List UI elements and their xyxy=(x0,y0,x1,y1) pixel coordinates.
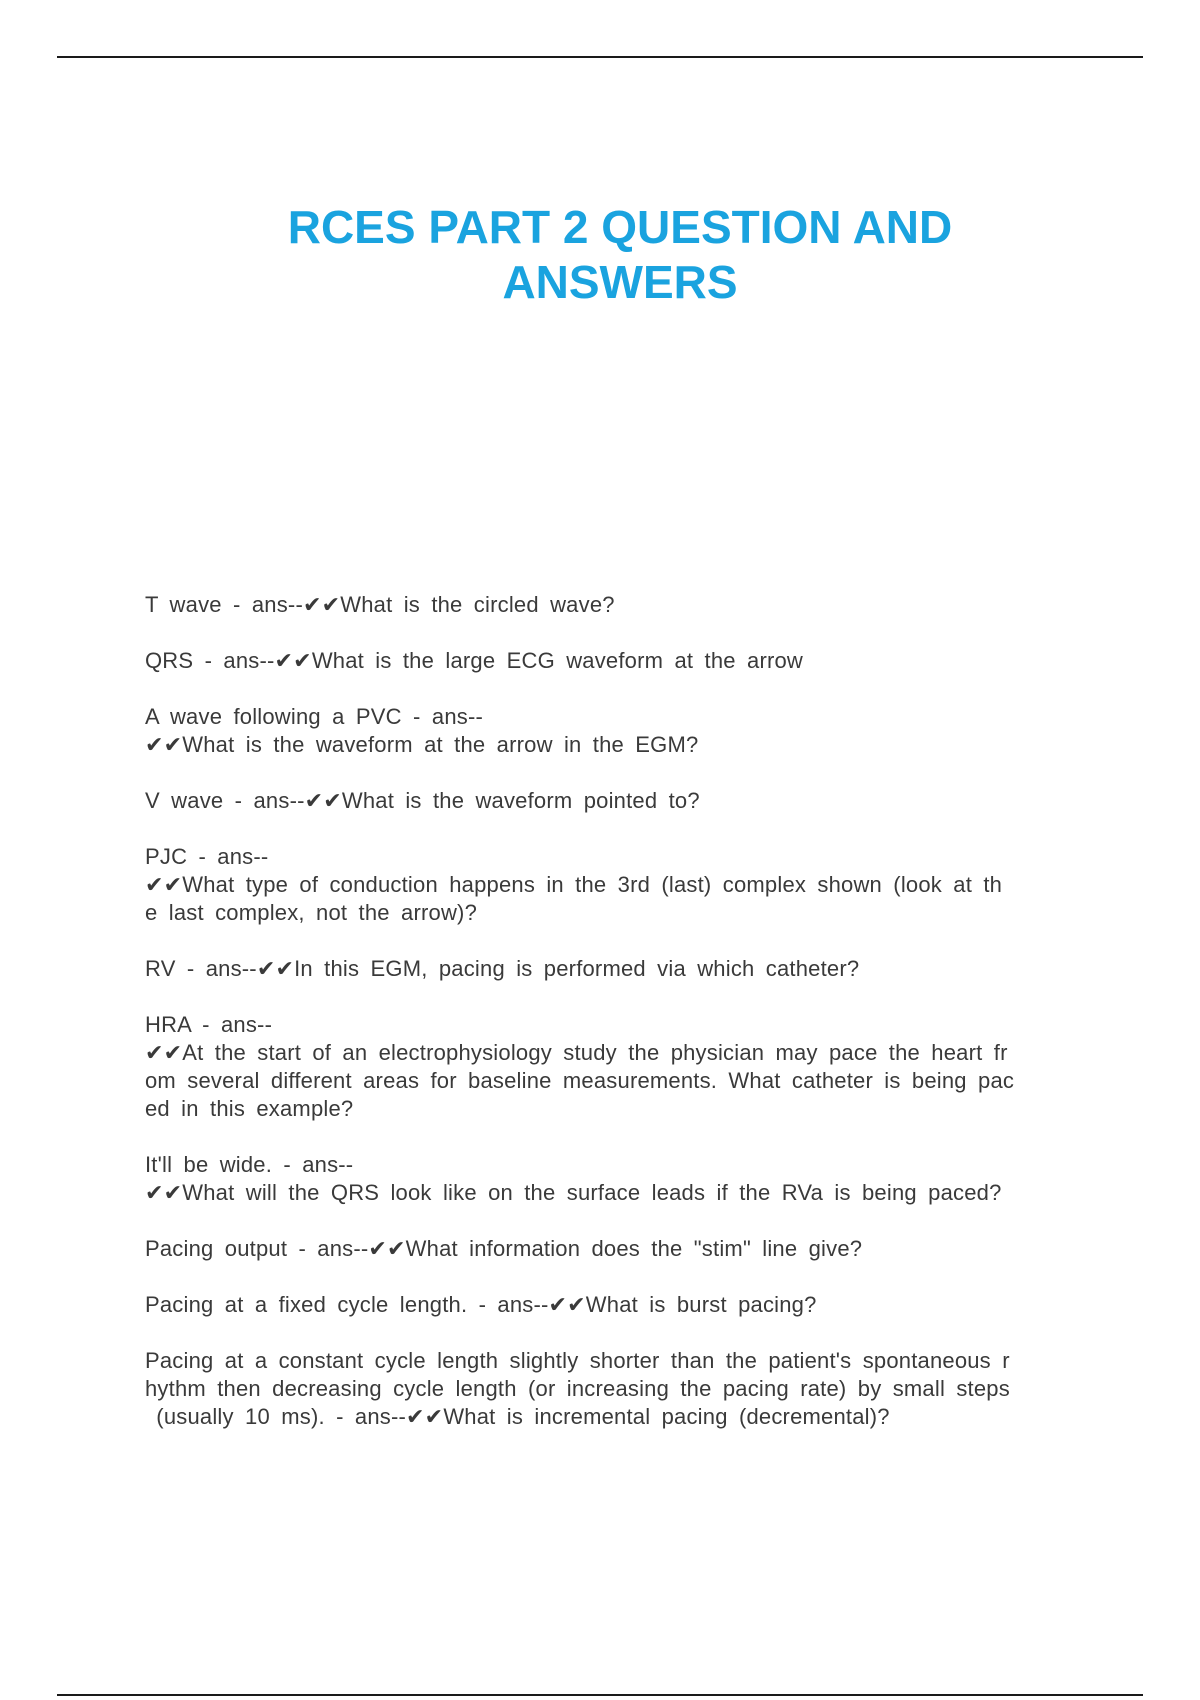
qa-item xyxy=(145,955,1090,983)
qa-item xyxy=(145,1235,1090,1263)
qa-text-line: HRA - ans-- xyxy=(145,1012,273,1037)
qa-text-line: RV - ans--✔✔In this EGM, pacing is performed via which catheter? xyxy=(145,956,860,981)
qa-text-line: ✔✔What type of conduction happens in the 3rd (last) complex shown (look at th xyxy=(145,872,1003,897)
qa-text-line: om several different areas for baseline measurements. What catheter is being pac xyxy=(145,1068,1015,1093)
qa-item xyxy=(145,1151,1090,1207)
qa-text-line: ✔✔What is the waveform at the arrow in the EGM? xyxy=(145,732,699,757)
qa-text-line: Pacing at a constant cycle length slightly shorter than the patient's spontaneous r xyxy=(145,1348,1010,1373)
qa-item xyxy=(145,1011,1090,1123)
document-title xyxy=(200,200,1040,310)
qa-text-line: Pacing output - ans--✔✔What information does the "stim" line give? xyxy=(145,1236,863,1261)
qa-item xyxy=(145,843,1090,927)
qa-text-line: hythm then decreasing cycle length (or increasing the pacing rate) by small steps xyxy=(145,1376,1010,1401)
qa-text-line: T wave - ans--✔✔What is the circled wave? xyxy=(145,592,615,617)
qa-item xyxy=(145,591,1090,619)
footer-rule xyxy=(57,1694,1143,1696)
header-rule xyxy=(57,56,1143,58)
document-title-line: RCES PART 2 QUESTION AND xyxy=(287,201,953,253)
qa-text-line: Pacing at a fixed cycle length. - ans--✔✔What is burst pacing? xyxy=(145,1292,817,1317)
qa-text-line: PJC - ans-- xyxy=(145,844,269,869)
qa-text-line: QRS - ans--✔✔What is the large ECG waveform at the arrow xyxy=(145,648,804,673)
qa-text-line: V wave - ans--✔✔What is the waveform pointed to? xyxy=(145,788,700,813)
qa-text-line: ✔✔What will the QRS look like on the surface leads if the RVa is being paced? xyxy=(145,1180,1002,1205)
qa-item xyxy=(145,1291,1090,1319)
qa-text-line: e last complex, not the arrow)? xyxy=(145,900,478,925)
qa-text-line: It'll be wide. - ans-- xyxy=(145,1152,354,1177)
qa-item xyxy=(145,787,1090,815)
qa-text-line: A wave following a PVC - ans-- xyxy=(145,704,484,729)
qa-item xyxy=(145,647,1090,675)
document-title-line: ANSWERS xyxy=(502,256,738,308)
qa-item xyxy=(145,703,1090,759)
qa-text-line: ed in this example? xyxy=(145,1096,354,1121)
qa-text-line: ✔✔At the start of an electrophysiology study the physician may pace the heart fr xyxy=(145,1040,1008,1065)
qa-list xyxy=(145,591,1090,1459)
qa-text-line: (usually 10 ms). - ans--✔✔What is incremental pacing (decremental)? xyxy=(145,1404,890,1429)
qa-item xyxy=(145,1347,1090,1431)
